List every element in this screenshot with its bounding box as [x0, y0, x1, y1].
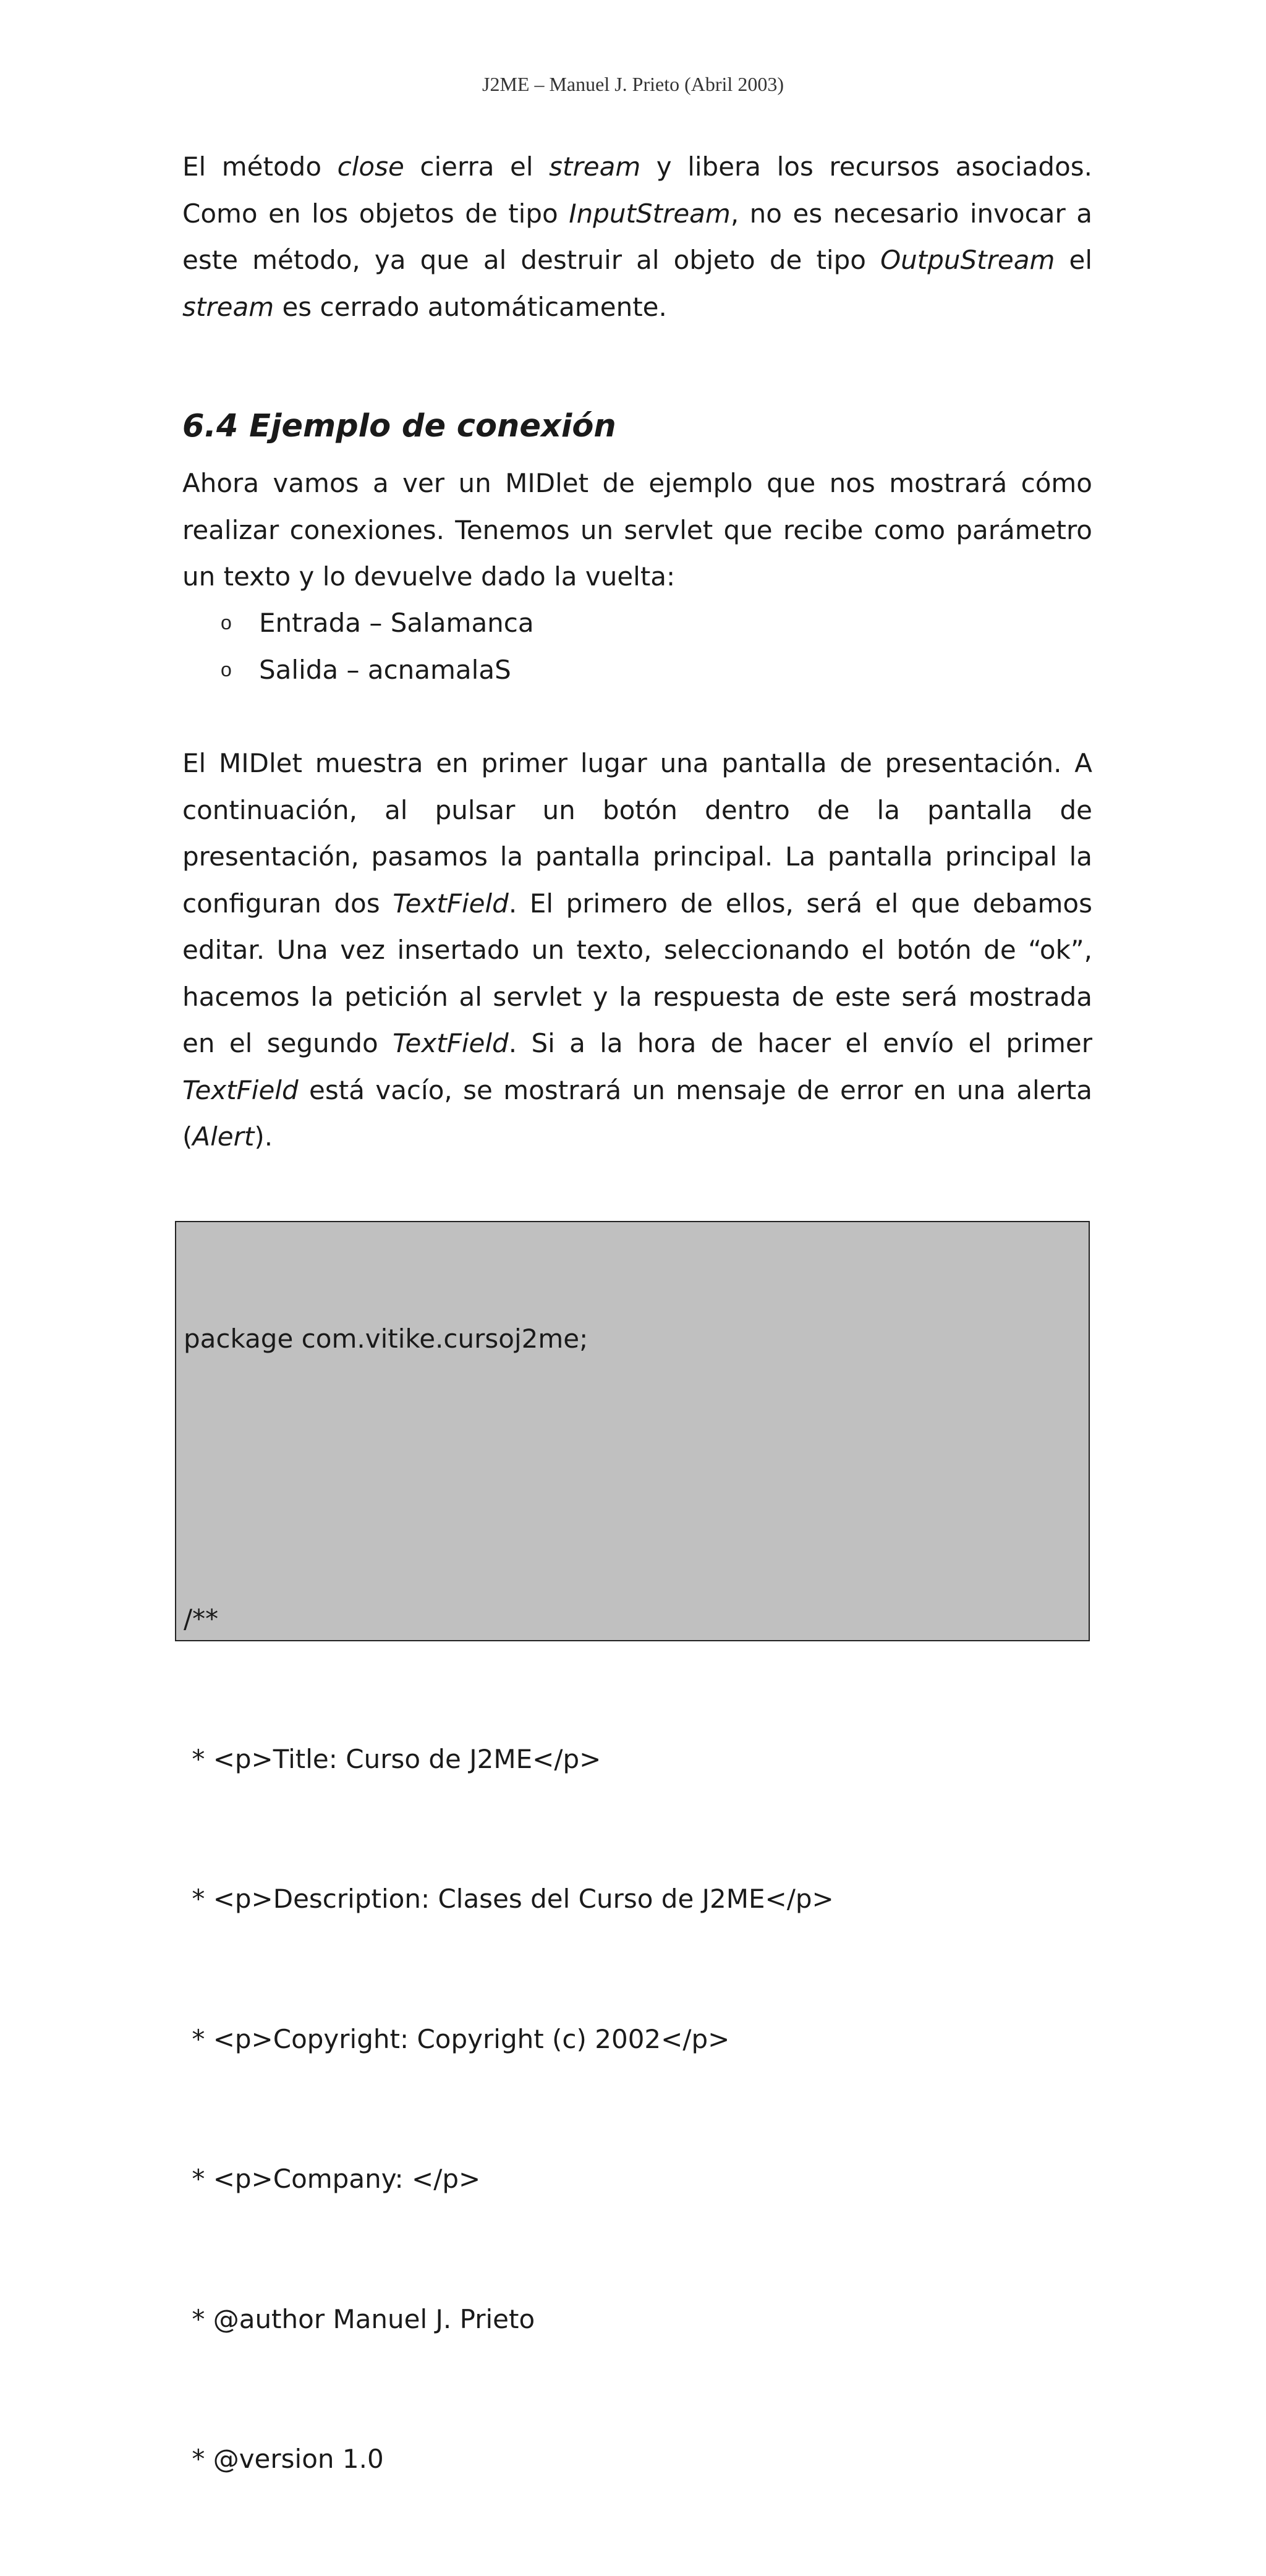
emphasis-textfield: TextField: [393, 888, 509, 919]
list-item: [182, 600, 534, 647]
list-item: [182, 647, 534, 694]
list-item-text: Entrada – Salamanca: [259, 608, 534, 638]
emphasis-stream: stream: [182, 291, 274, 322]
bullet-circle-icon: o: [221, 658, 232, 681]
text-run: . Si a la hora de hacer el envío el primer: [508, 1028, 1092, 1058]
text-run: ).: [254, 1121, 273, 1152]
text-run: El MIDlet muestra en primer lugar una pantalla de presentación. A continuación, al pulsar un botón dentro de la pantalla de presentación, pasamos la pantalla principal. La pantalla principal la configuran dos: [182, 748, 1092, 919]
emphasis-textfield: TextField: [393, 1028, 509, 1058]
paragraph-example-intro: Ahora vamos a ver un MIDlet de ejemplo que nos mostrará cómo realizar conexiones. Tenemos un servlet que recibe como parámetro un texto y lo devuelve dado la vuelta:: [182, 468, 1092, 592]
running-header: J2ME – Manuel J. Prieto (Abril 2003): [482, 73, 784, 95]
emphasis-textfield: TextField: [182, 1074, 299, 1105]
code-lines: [184, 1222, 834, 2576]
text-run: El método: [182, 151, 338, 182]
code-line: /**: [184, 1604, 219, 1634]
text-run: cierra el: [404, 151, 550, 182]
emphasis-close: close: [337, 151, 404, 182]
emphasis-inputstream: InputStream: [569, 198, 731, 229]
code-line: * <p>Description: Clases del Curso de J2ME</p>: [184, 1884, 834, 1914]
text-run: está vacío, se mostrará un mensaje de error en una alerta (: [182, 1074, 1092, 1152]
section-heading: 6.4 Ejemplo de conexión: [182, 408, 616, 444]
code-listing: [175, 1221, 1090, 2474]
text-run: es cerrado automáticamente.: [274, 291, 667, 322]
list-item-text: Salida – acnamalaS: [259, 654, 511, 685]
text-run: . El primero de ellos, será el que debamos editar. Una vez insertado un texto, seleccionando el botón de “ok”, hacemos la petición al servlet y la respuesta de este será mostrada en el segundo: [182, 888, 1092, 1058]
paragraph-close-method: [182, 143, 1092, 330]
emphasis-alert: Alert: [192, 1121, 255, 1152]
code-line: [184, 1456, 834, 1503]
emphasis-stream: stream: [549, 151, 641, 182]
code-line: * @version 1.0: [184, 2444, 384, 2474]
code-line: * @author Manuel J. Prieto: [184, 2303, 535, 2334]
bullet-list: [182, 600, 534, 693]
code-line: * <p>Copyright: Copyright (c) 2002</p>: [184, 2023, 730, 2054]
bullet-circle-icon: o: [221, 611, 232, 634]
paragraph-midlet-description: [182, 740, 1092, 1160]
emphasis-outpustream: OutpuStream: [880, 245, 1055, 275]
text-run: el: [1055, 245, 1093, 275]
text-run: y libera los recursos asociados. Como en los objetos de tipo: [182, 151, 1092, 229]
code-line: package com.vitike.cursoj2me;: [184, 1324, 588, 1354]
code-line: * <p>Company: </p>: [184, 2164, 481, 2194]
text-run: , no es necesario invocar a este método, ya que al destruir al objeto de tipo: [182, 198, 1092, 275]
code-line: * <p>Title: Curso de J2ME</p>: [184, 1743, 601, 1774]
